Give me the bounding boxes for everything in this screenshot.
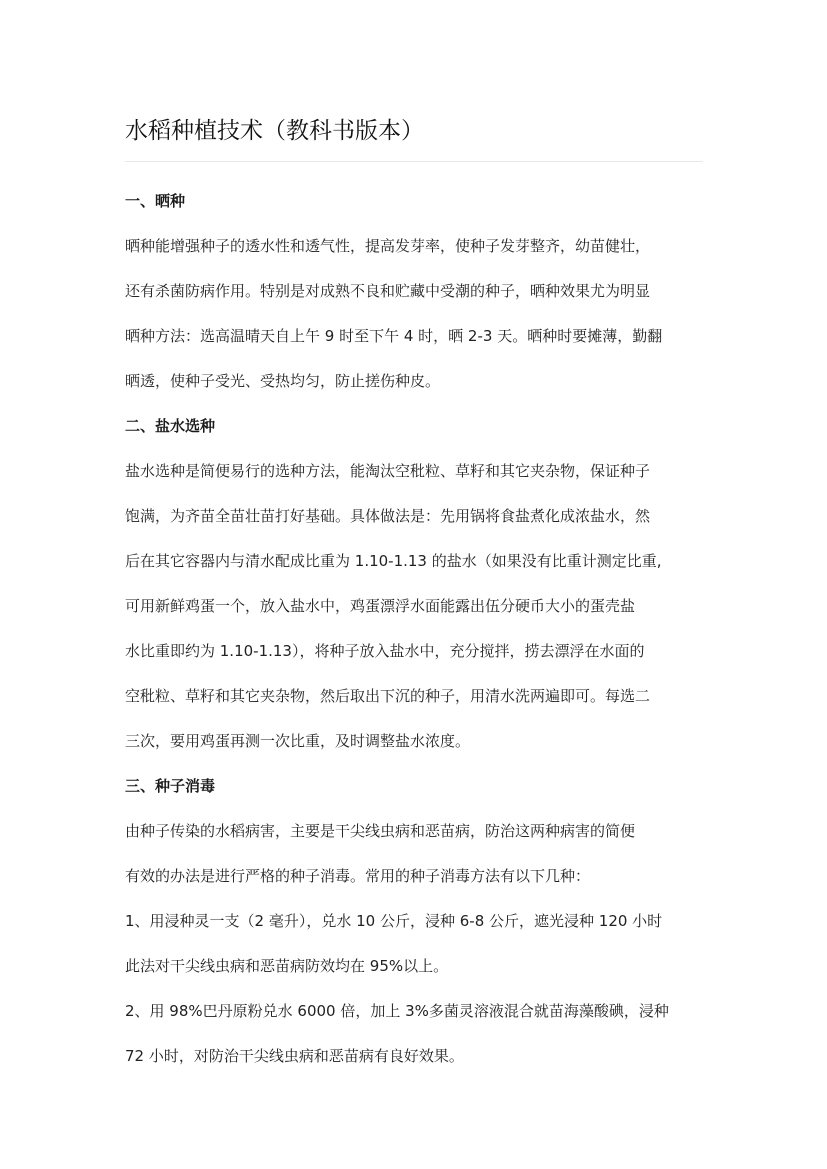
paragraph-line: 2、用 98%巴丹原粉兑水 6000 倍，加上 3%多菌灵溶液混合就苗海藻酸碘，浸种 xyxy=(125,1002,669,1020)
paragraph-line: 由种子传染的水稻病害，主要是干尖线虫病和恶苗病，防治这两种病害的简便 xyxy=(125,822,636,840)
paragraph-line: 1、用浸种灵一支（2 毫升），兑水 10 公斤，浸种 6-8 公斤，遮光浸种 120 小时 xyxy=(125,912,663,930)
section-heading: 二、盐水选种 xyxy=(125,417,216,435)
document-page xyxy=(125,113,705,1067)
paragraph-line: 后在其它容器内与清水配成比重为 1.10-1.13 的盐水（如果没有比重计测定比重, xyxy=(125,552,662,570)
paragraph-line: 空秕粒、草籽和其它夹杂物，然后取出下沉的种子，用清水洗两遍即可。每选二 xyxy=(125,687,651,705)
paragraph-line: 有效的办法是进行严格的种子消毒。常用的种子消毒方法有以下几种： xyxy=(125,867,591,885)
section-seed-disinfection xyxy=(125,775,705,1067)
paragraph-line: 此法对干尖线虫病和恶苗病防效均在 95%以上。 xyxy=(125,957,449,975)
paragraph-line: 晒种方法：选高温晴天自上午 9 时至下午 4 时，晒 2-3 天。晒种时要摊薄，勤翻 xyxy=(125,327,663,345)
section-heading: 三、种子消毒 xyxy=(125,777,216,795)
section-salt-water-selection xyxy=(125,415,705,752)
paragraph-line: 三次，要用鸡蛋再测一次比重，及时调整盐水浓度。 xyxy=(125,732,471,750)
paragraph-line: 可用新鲜鸡蛋一个，放入盐水中，鸡蛋漂浮水面能露出伍分硬币大小的蛋壳盐 xyxy=(125,597,636,615)
paragraph-line: 晒种能增强种子的透水性和透气性，提高发芽率，使种子发芽整齐，幼苗健壮， xyxy=(125,237,651,255)
paragraph-line: 还有杀菌防病作用。特别是对成熟不良和贮藏中受潮的种子，晒种效果尤为明显 xyxy=(125,282,651,300)
paragraph-line: 盐水选种是简便易行的选种方法，能淘汰空秕粒、草籽和其它夹杂物，保证种子 xyxy=(125,462,651,480)
section-sun-drying xyxy=(125,190,705,392)
paragraph-line: 72 小时，对防治干尖线虫病和恶苗病有良好效果。 xyxy=(125,1047,464,1065)
paragraph-line: 水比重即约为 1.10-1.13），将种子放入盐水中，充分搅拌，捞去漂浮在水面的 xyxy=(125,642,645,660)
paragraph-line: 饱满，为齐苗全苗壮苗打好基础。具体做法是：先用锅将食盐煮化成浓盐水，然 xyxy=(125,507,651,525)
paragraph-line: 晒透，使种子受光、受热均匀，防止搓伤种皮。 xyxy=(125,372,441,390)
document-title: 水稻种植技术（教科书版本） xyxy=(125,118,424,144)
section-heading: 一、晒种 xyxy=(125,192,186,210)
